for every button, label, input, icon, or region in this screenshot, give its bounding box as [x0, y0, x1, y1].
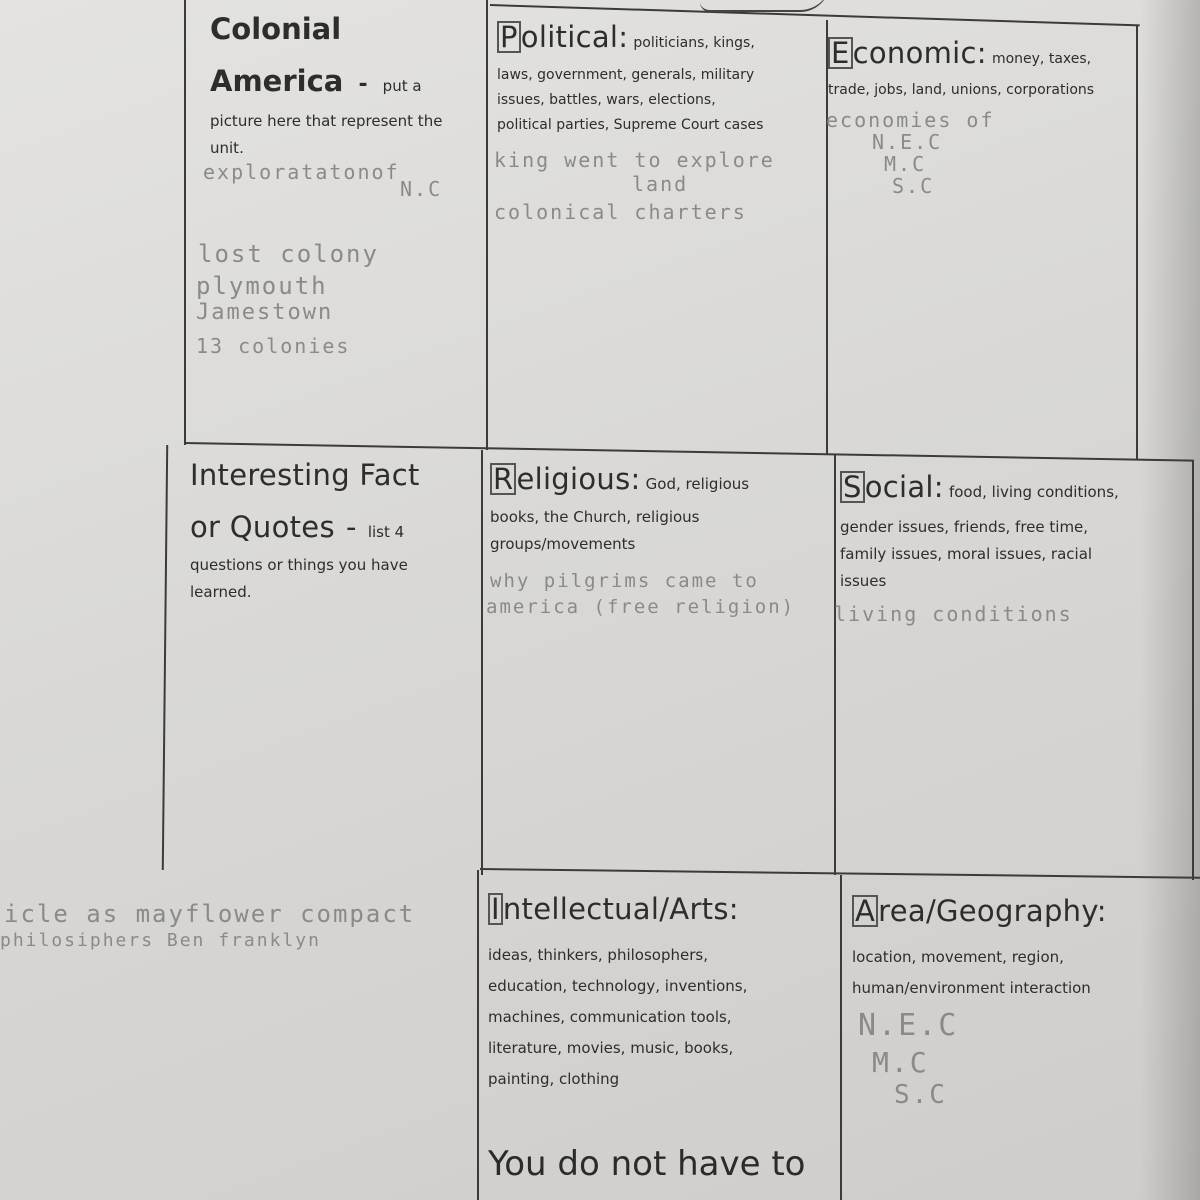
economic-hand-3: M.C [884, 152, 927, 176]
paper-shadow [1140, 0, 1200, 1200]
political-cell [497, 20, 827, 138]
margin-hand-2: philosiphers Ben franklyn [0, 930, 321, 951]
political-hand-1: king went to explore [494, 148, 775, 172]
grid-line-left [184, 0, 186, 445]
economic-title-row [828, 36, 1138, 73]
economic-desc-1: trade, jobs, land, unions, corporations [828, 82, 1095, 98]
intellectual-title: ntellectual/Arts: [502, 892, 739, 926]
intellectual-desc-2: education, technology, inventions, [488, 977, 748, 995]
intellectual-desc-4: literature, movies, music, books, [488, 1039, 734, 1057]
colonial-dash: - [358, 72, 368, 97]
colonial-hand-4: plymouth [196, 272, 328, 300]
colonial-hand-1: exploratatonof [203, 160, 400, 184]
religious-initial: R [490, 463, 516, 495]
interesting-desc-1: questions or things you have [190, 556, 408, 574]
grid-line-mid-right-3 [840, 875, 842, 1200]
margin-hand-1: icle as mayflower compact [4, 900, 416, 928]
grid-line-mid-right-2 [834, 455, 836, 875]
religious-desc-2: groups/movements [490, 535, 636, 553]
economic-initial: E [828, 37, 853, 69]
intellectual-desc-3: machines, communication tools, [488, 1008, 732, 1026]
social-hand-1: living conditions [834, 602, 1073, 626]
political-initial: P [497, 21, 521, 53]
area-hand-1: N.E.C [858, 1008, 959, 1043]
interesting-title-line1: Interesting Fact [190, 458, 420, 492]
interesting-dash: - [345, 510, 357, 544]
political-hand-3: colonical charters [494, 200, 747, 224]
colonial-title-line2: America [210, 64, 344, 98]
economic-title: conomic: [852, 36, 987, 70]
area-title-row [852, 894, 1192, 928]
area-hand-2: M.C [872, 1046, 929, 1079]
area-title: rea/Geography: [878, 894, 1107, 928]
political-desc-3: political parties, Supreme Court cases [497, 117, 764, 133]
political-title: olitical: [520, 20, 629, 54]
interesting-title-line2: or Quotes [190, 510, 335, 544]
economic-hand-2: N.E.C [872, 130, 943, 154]
social-desc-inline: food, living conditions, [948, 483, 1119, 501]
social-desc-3: issues [840, 572, 887, 590]
colonial-title-line1: Colonial [210, 12, 342, 46]
interesting-hint: list 4 [367, 523, 405, 541]
economic-hand-4: S.C [892, 174, 935, 198]
intellectual-title-row [488, 892, 838, 926]
political-desc-1: laws, government, generals, military [497, 67, 755, 83]
colonial-hand-2: N.C [400, 177, 443, 201]
interesting-desc-2: learned. [190, 583, 252, 601]
colonial-hand-6: 13 colonies [196, 334, 351, 358]
political-desc-2: issues, battles, wars, elections, [497, 92, 716, 108]
area-cell [852, 894, 1192, 1004]
grid-line-right-2 [1192, 460, 1194, 880]
religious-title: eligious: [516, 462, 641, 496]
area-initial: A [852, 895, 878, 927]
grid-line-mid-left-2 [481, 450, 483, 875]
intellectual-cell [488, 892, 838, 1095]
colonial-hint2: picture here that represent the [210, 112, 443, 130]
area-hand-3: S.C [894, 1080, 947, 1110]
economic-hand-1: economies of [826, 108, 995, 132]
economic-desc-inline: money, taxes, [991, 51, 1092, 67]
intellectual-desc-1: ideas, thinkers, philosophers, [488, 946, 708, 964]
grid-line-mid-left [486, 0, 488, 450]
religious-desc-inline: God, religious [645, 475, 750, 493]
religious-hand-1: why pilgrims came to [490, 570, 759, 592]
religious-desc-1: books, the Church, religious [490, 508, 700, 526]
interesting-cell [190, 458, 480, 606]
colonial-cell [210, 12, 480, 162]
political-title-row [497, 20, 827, 57]
intellectual-desc-5: painting, clothing [488, 1070, 620, 1088]
social-desc-2: family issues, moral issues, racial [840, 545, 1093, 563]
religious-title-row [490, 462, 830, 498]
social-desc-1: gender issues, friends, free time, [840, 518, 1089, 536]
grid-line-mid-left-3 [477, 870, 479, 1200]
social-cell [840, 470, 1180, 595]
social-title: ocial: [864, 470, 944, 504]
political-hand-2: land [632, 172, 689, 196]
religious-hand-2: america (free religion) [486, 596, 796, 618]
colonial-hand-5: Jamestown [196, 300, 334, 325]
intellectual-note: You do not have to [488, 1144, 806, 1184]
area-desc-1: location, movement, region, [852, 948, 1064, 966]
colonial-title-row2 [210, 64, 480, 100]
interesting-title-row2 [190, 510, 480, 546]
area-desc-2: human/environment interaction [852, 979, 1091, 997]
colonial-hand-3: lost colony [198, 240, 379, 268]
social-title-row [840, 470, 1180, 506]
intellectual-initial: I [488, 893, 503, 925]
economic-cell [828, 36, 1138, 104]
social-initial: S [840, 471, 865, 503]
colonial-hint: put a [382, 77, 422, 95]
religious-cell [490, 462, 830, 558]
political-desc-inline: politicians, kings, [633, 35, 755, 51]
colonial-hint3: unit. [210, 139, 244, 157]
